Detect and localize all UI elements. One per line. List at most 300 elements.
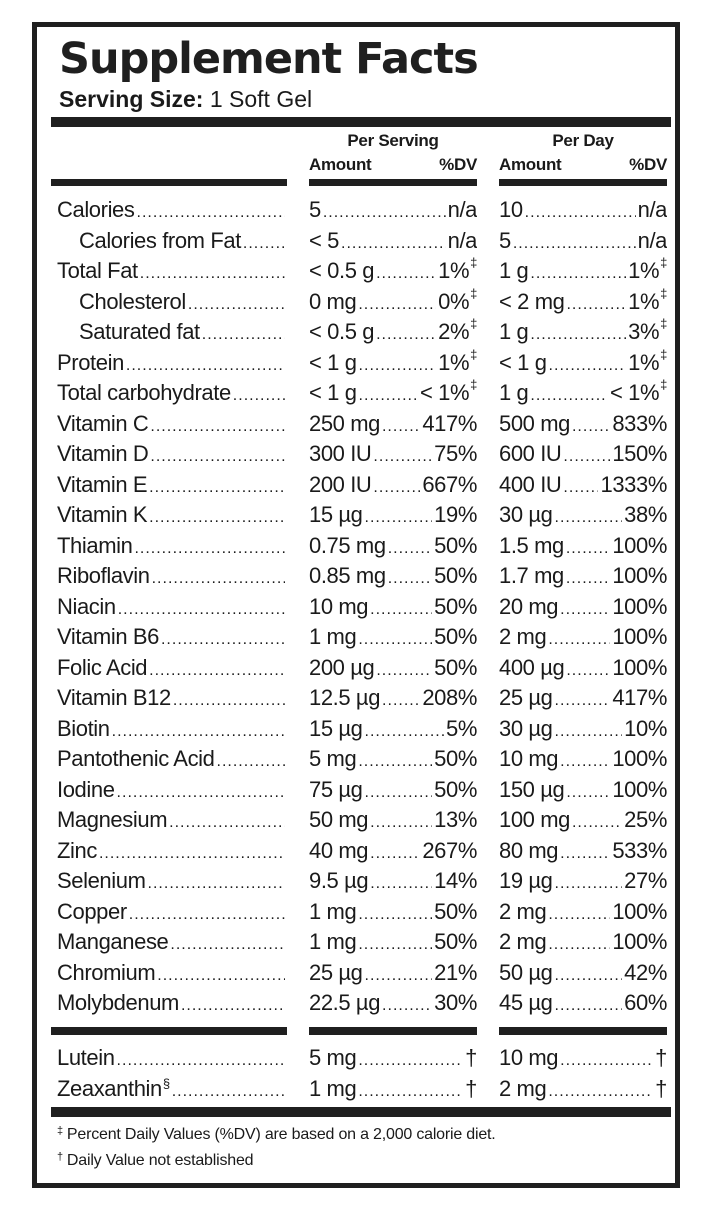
dot-leader (323, 198, 446, 225)
per-day-cell (499, 256, 667, 286)
dot-leader (365, 717, 445, 744)
dot-leader (358, 1046, 463, 1073)
dot-leader (563, 442, 610, 469)
dot-leader (129, 900, 285, 927)
dot-leader (513, 229, 636, 256)
dv-value: 1333% (600, 471, 667, 497)
per-day-cell (499, 988, 667, 1018)
dot-leader (365, 961, 433, 988)
per-serving-cell (309, 866, 477, 896)
dot-leader (358, 1077, 463, 1104)
dot-leader (341, 229, 446, 256)
dot-leader (548, 1077, 653, 1104)
per-serving-header: Per Serving (347, 131, 439, 150)
ingredient-name: Zeaxanthin (57, 1075, 162, 1101)
per-day-cell (499, 287, 667, 317)
dv-value: 27% (624, 868, 667, 893)
dot-leader (563, 473, 598, 500)
dv-value: 50% (434, 776, 477, 802)
dv-value: 1% (628, 349, 660, 375)
per-day-cell (499, 500, 667, 530)
dv-value-group (612, 897, 667, 927)
dot-leader (388, 564, 432, 591)
dv-value: 267% (422, 837, 477, 863)
dot-leader (382, 991, 432, 1018)
dv-value: 833% (612, 410, 667, 436)
nutrient-name-cell (57, 500, 287, 530)
per-serving-cell (309, 195, 477, 225)
nutrient-row (37, 470, 675, 500)
dv-value-group (612, 622, 667, 652)
per-serving-amount: 15 µg (309, 502, 363, 527)
per-day-cell (499, 317, 667, 347)
dv-value-group (434, 988, 477, 1018)
dot-leader (358, 900, 432, 927)
nutrient-name-cell (57, 256, 287, 286)
per-serving-cell (309, 287, 477, 317)
dv-value-group (624, 500, 667, 530)
per-serving-cell (309, 256, 477, 286)
footnote-dv-basis (57, 1125, 496, 1146)
dv-value: n/a (637, 197, 667, 222)
per-day-amount: 45 µg (499, 990, 553, 1015)
dot-leader (149, 656, 285, 683)
per-day-amount: 1 g (499, 319, 529, 344)
dv-value-group (624, 958, 667, 988)
dot-leader (359, 381, 418, 408)
per-day-header: Per Day (552, 131, 614, 150)
per-serving-amount: 15 µg (309, 715, 363, 741)
dv-value: 0% (438, 288, 470, 314)
nutrient-name: Vitamin D (57, 441, 149, 466)
dv-value: 50% (434, 746, 477, 771)
nutrient-name: Copper (57, 898, 127, 924)
dv-footnote-mark: ‡ (470, 378, 477, 392)
nutrient-row (37, 653, 675, 683)
ingredient-name: Lutein (57, 1045, 115, 1070)
dv-value-group (628, 317, 667, 347)
footnote-dv-mark: ‡ (57, 1125, 63, 1137)
per-serving-amount: 40 mg (309, 837, 369, 863)
dot-leader (150, 442, 285, 469)
dv-value-group (628, 348, 667, 378)
dv-value: 1% (628, 258, 660, 283)
dot-leader (118, 595, 285, 622)
per-serving-amount: 1 mg (309, 624, 357, 649)
dv-value: † (655, 1075, 667, 1101)
nutrient-row (37, 714, 675, 744)
dv-value: 75% (434, 441, 477, 466)
nutrient-name-cell (57, 805, 287, 835)
per-day-cell (499, 927, 667, 957)
nutrient-name: Chromium (57, 959, 156, 985)
dot-leader (555, 991, 623, 1018)
other-rule-per-serving (309, 1027, 477, 1035)
nutrient-name: Magnesium (57, 807, 168, 832)
nutrient-row (37, 561, 675, 591)
nutrient-name-cell (57, 744, 287, 774)
dv-value-group (422, 836, 477, 866)
per-day-cell (499, 226, 667, 256)
dv-value: 100% (612, 563, 667, 588)
per-day-amount: 2 mg (499, 1075, 547, 1101)
dot-leader (161, 625, 285, 652)
dv-value-group (448, 226, 477, 256)
per-day-amount: 5 (499, 227, 511, 253)
serving-size (59, 85, 312, 113)
dv-value: < 1% (609, 380, 660, 405)
dot-leader (358, 290, 436, 317)
per-serving-cell (309, 1043, 477, 1073)
dot-leader (243, 229, 285, 256)
nutrient-name-cell (57, 348, 287, 378)
dot-leader (365, 778, 433, 805)
per-day-amount: 50 µg (499, 959, 553, 985)
per-day-amount: 19 µg (499, 868, 553, 893)
dot-leader (560, 839, 610, 866)
dv-value: 38% (624, 502, 667, 527)
nutrient-name: Vitamin K (57, 502, 148, 527)
per-serving-amount: < 0.5 g (309, 258, 375, 283)
serving-size-label: Serving Size: (59, 86, 204, 112)
dv-value-group (438, 287, 477, 317)
nutrient-name-cell (57, 378, 287, 408)
dv-value: < 1% (419, 380, 470, 405)
nutrient-name-cell (57, 622, 287, 652)
dv-value-group (624, 866, 667, 896)
per-serving-cell (309, 836, 477, 866)
nutrient-name: Manganese (57, 929, 169, 954)
dot-leader (99, 839, 285, 866)
nutrient-row (37, 836, 675, 866)
dot-leader (359, 351, 437, 378)
nutrient-name: Protein (57, 349, 124, 375)
dot-leader (555, 869, 623, 896)
dot-leader (566, 656, 610, 683)
dot-leader (548, 930, 610, 957)
per-serving-amount: < 0.5 g (309, 319, 375, 344)
dot-leader (134, 534, 285, 561)
nutrient-name-cell (79, 287, 287, 317)
dv-value: 21% (434, 959, 477, 985)
dv-value: 100% (612, 593, 667, 619)
per-serving-amount: < 1 g (309, 380, 357, 405)
dot-leader (112, 717, 285, 744)
dv-value-group (434, 958, 477, 988)
dv-value: 100% (612, 776, 667, 802)
per-day-amount: 500 mg (499, 410, 570, 436)
nutrient-row (37, 409, 675, 439)
dv-value: 10% (624, 715, 667, 741)
per-day-cell (499, 622, 667, 652)
per-serving-amount: 9.5 µg (309, 868, 369, 893)
per-day-cell (499, 1043, 667, 1073)
dot-leader (555, 717, 623, 744)
dv-value-group (434, 805, 477, 835)
per-serving-cell (309, 531, 477, 561)
dv-value-group (612, 836, 667, 866)
per-day-cell (499, 866, 667, 896)
nutrient-name: Selenium (57, 868, 146, 893)
per-day-cell (499, 531, 667, 561)
dv-value: † (465, 1045, 477, 1070)
dot-leader (181, 991, 285, 1018)
nutrient-row (37, 866, 675, 896)
dot-leader (233, 381, 285, 408)
per-serving-cell (309, 714, 477, 744)
dot-leader (149, 503, 285, 530)
dv-value: n/a (637, 227, 667, 253)
dv-value-group (612, 439, 667, 469)
dv-footnote-mark: ‡ (660, 286, 667, 301)
per-day-amount: 25 µg (499, 685, 553, 710)
dot-leader (560, 747, 610, 774)
dv-value-group (612, 531, 667, 561)
nutrient-name-cell (57, 592, 287, 622)
nutrient-name: Vitamin B6 (57, 624, 159, 649)
per-serving-amount: 1 mg (309, 1075, 357, 1101)
dv-value: 13% (434, 807, 477, 832)
dv-value: † (655, 1045, 667, 1070)
per-serving-amount: 75 µg (309, 776, 363, 802)
per-serving-amount: 300 IU (309, 441, 372, 466)
nutrient-name: Molybdenum (57, 990, 179, 1015)
nutrient-row (37, 256, 675, 286)
nutrient-row (37, 317, 675, 347)
per-serving-amount: 5 mg (309, 1045, 357, 1070)
dv-value-group (438, 317, 477, 347)
dv-value: 667% (422, 471, 477, 497)
other-ingredient-row (37, 1074, 675, 1104)
nutrient-name: Total Fat (57, 258, 138, 283)
dv-value: 50% (434, 898, 477, 924)
dv-value-group (624, 988, 667, 1018)
nutrient-name-cell (57, 409, 287, 439)
per-serving-cell (309, 378, 477, 408)
dv-value-group (434, 653, 477, 683)
dot-leader (373, 473, 420, 500)
dv-value-group (434, 622, 477, 652)
dv-value: 150% (612, 441, 667, 466)
dv-value-group (612, 653, 667, 683)
dv-value: 1% (438, 258, 470, 283)
nutrient-row (37, 683, 675, 713)
per-serving-amount: 0.85 mg (309, 563, 386, 588)
per-serving-cell (309, 500, 477, 530)
dot-leader (170, 930, 285, 957)
per-day-cell (499, 409, 667, 439)
per-day-cell (499, 195, 667, 225)
nutrient-row (37, 226, 675, 256)
dv-value-group (624, 805, 667, 835)
dot-leader (157, 961, 285, 988)
ingredient-name-cell (57, 1043, 287, 1073)
per-day-amount: 80 mg (499, 837, 559, 863)
dot-leader (376, 320, 436, 347)
dv-footnote-mark: ‡ (470, 256, 477, 270)
nutrient-row (37, 439, 675, 469)
per-day-cell (499, 1074, 667, 1104)
dv-value-group (434, 561, 477, 591)
dot-leader (382, 412, 420, 439)
nutrient-name: Iodine (57, 776, 115, 802)
dv-value: 2% (438, 319, 470, 344)
dot-leader (117, 1046, 285, 1073)
dot-leader (555, 961, 623, 988)
dv-value: 533% (612, 837, 667, 863)
dv-value: 60% (624, 990, 667, 1015)
dv-value: 50% (434, 929, 477, 954)
nutrient-name: Total carbohydrate (57, 380, 231, 405)
dv-footnote-mark: ‡ (660, 317, 667, 331)
dv-value-group (434, 927, 477, 957)
dot-leader (148, 869, 285, 896)
dot-leader (358, 930, 432, 957)
dv-value: 100% (612, 746, 667, 771)
per-serving-amount-header: Amount (309, 155, 372, 174)
dot-leader (370, 808, 432, 835)
per-serving-cell (309, 1074, 477, 1104)
nutrient-name: Calories from Fat (79, 227, 241, 253)
dot-leader (548, 900, 610, 927)
nutrient-row (37, 287, 675, 317)
dv-value-group (600, 470, 667, 500)
nutrient-row (37, 622, 675, 652)
nutrient-name: Cholesterol (79, 288, 186, 314)
nutrient-row (37, 927, 675, 957)
per-day-amount: 1 g (499, 380, 529, 405)
nutrient-row (37, 348, 675, 378)
dv-value: 1% (628, 288, 660, 314)
dv-value: 50% (434, 624, 477, 649)
per-serving-cell (309, 439, 477, 469)
per-serving-amount: 200 µg (309, 654, 375, 680)
dv-value-group (422, 470, 477, 500)
dv-value-group (438, 348, 477, 378)
dot-leader (149, 473, 285, 500)
other-rule-per-day (499, 1027, 667, 1035)
dv-value: 30% (434, 990, 477, 1015)
nutrient-row (37, 897, 675, 927)
dv-value: 100% (612, 624, 667, 649)
per-serving-cell (309, 805, 477, 835)
footnote-dagger-mark: † (57, 1151, 63, 1163)
per-serving-cell (309, 958, 477, 988)
nutrient-name-cell (57, 470, 287, 500)
per-serving-cell (309, 683, 477, 713)
nutrient-name: Zinc (57, 837, 97, 863)
per-serving-cell (309, 775, 477, 805)
per-serving-amount: 1 mg (309, 898, 357, 924)
dv-value-group (624, 714, 667, 744)
per-serving-amount: 0 mg (309, 288, 357, 314)
per-day-cell (499, 470, 667, 500)
per-day-amount: 2 mg (499, 929, 547, 954)
dv-value-group (612, 561, 667, 591)
dot-leader (566, 564, 610, 591)
dot-leader (525, 198, 636, 225)
dot-leader (202, 320, 285, 347)
per-serving-amount: 12.5 µg (309, 685, 381, 710)
per-day-amount: 10 mg (499, 1045, 559, 1070)
header-rule-per-serving (309, 179, 477, 186)
dv-value: 3% (628, 319, 660, 344)
dot-leader (126, 351, 285, 378)
dv-value-group (434, 500, 477, 530)
nutrient-name: Niacin (57, 593, 116, 619)
per-serving-cell (309, 348, 477, 378)
dv-value: n/a (447, 197, 477, 222)
per-day-cell (499, 836, 667, 866)
dv-footnote-mark: ‡ (660, 378, 667, 392)
per-day-amount: 2 mg (499, 624, 547, 649)
nutrient-name-cell (57, 897, 287, 927)
dv-value-group (434, 897, 477, 927)
dv-value-group (612, 775, 667, 805)
footnote-dv-not-established (57, 1151, 253, 1172)
per-serving-cell (309, 561, 477, 591)
dot-leader (376, 656, 432, 683)
nutrient-name-cell (57, 927, 287, 957)
dot-leader (388, 534, 432, 561)
dv-value: 1% (438, 349, 470, 375)
dv-footnote-mark: ‡ (470, 347, 477, 362)
dv-value-group (446, 714, 477, 744)
ingredient-name-cell (57, 1074, 287, 1104)
dv-value-group (422, 683, 477, 713)
nutrient-name-cell (57, 439, 287, 469)
per-day-amount: 30 µg (499, 715, 553, 741)
per-serving-cell (309, 897, 477, 927)
dv-value: † (465, 1075, 477, 1101)
per-day-amount: 1.7 mg (499, 563, 564, 588)
dot-leader (373, 442, 432, 469)
per-serving-amount: 25 µg (309, 959, 363, 985)
header-rule-per-day (499, 179, 667, 186)
per-day-amount: < 1 g (499, 349, 547, 375)
footnote-dagger-text: Daily Value not established (66, 1152, 254, 1169)
dot-leader (566, 778, 610, 805)
dot-leader (370, 839, 420, 866)
dv-value-group (612, 409, 667, 439)
dv-value: 100% (612, 654, 667, 680)
per-day-cell (499, 683, 667, 713)
dot-leader (566, 534, 610, 561)
dot-leader (173, 686, 285, 713)
dot-leader (382, 686, 420, 713)
per-serving-dv-header: %DV (439, 155, 477, 174)
per-serving-amount: 50 mg (309, 807, 369, 832)
dot-leader (555, 503, 623, 530)
dot-leader (555, 686, 611, 713)
per-serving-amount: < 1 g (309, 349, 357, 375)
nutrient-row (37, 500, 675, 530)
dot-leader (370, 869, 432, 896)
per-serving-amount: 0.75 mg (309, 532, 386, 558)
dv-value-group (638, 195, 667, 225)
nutrient-name: Saturated fat (79, 319, 200, 344)
dv-value: 100% (612, 929, 667, 954)
per-serving-amount: < 5 (309, 227, 339, 253)
per-day-amount: 30 µg (499, 502, 553, 527)
dot-leader (370, 595, 432, 622)
per-serving-amount: 5 (309, 197, 321, 222)
dv-value: 19% (434, 502, 477, 527)
nutrient-row (37, 592, 675, 622)
dv-footnote-mark: ‡ (470, 317, 477, 331)
per-day-amount: < 2 mg (499, 288, 565, 314)
per-day-amount-header: Amount (499, 155, 562, 174)
